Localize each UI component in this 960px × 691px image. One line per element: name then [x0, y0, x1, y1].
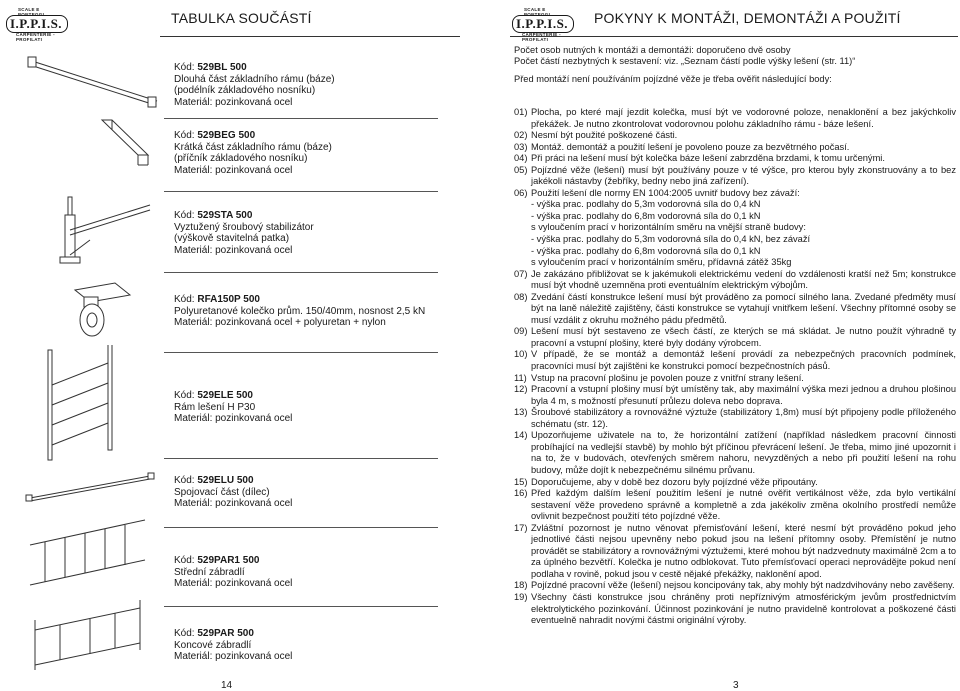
instruction-text: Doporučujeme, aby v době bez dozoru byly pojízdné věže připoutány.	[531, 476, 818, 487]
instruction-subline	[514, 211, 956, 223]
instruction-number: 11)	[514, 372, 527, 383]
instruction-number: 17)	[514, 522, 528, 533]
part-code: 529PAR1 500	[197, 555, 260, 566]
instruction-item	[514, 407, 956, 430]
instruction-item	[514, 373, 956, 385]
guardrail-middle-drawing	[20, 515, 160, 595]
part-desc: (výškově stavitelná patka)	[174, 233, 290, 245]
page-number: 3	[733, 680, 739, 691]
instruction-item	[514, 523, 956, 581]
instruction-number: 12)	[514, 384, 528, 395]
item-divider	[164, 272, 438, 273]
part-code: 529PAR 500	[197, 628, 254, 639]
intro-line: Před montáží není používáním pojízdné věže je třeba ověřit následující body:	[514, 73, 832, 84]
instruction-item	[514, 153, 956, 165]
code-prefix: Kód:	[174, 475, 198, 486]
part-material: Materiál: pozinkovaná ocel	[174, 164, 293, 176]
instruction-text: Při práci na lešení musí být kolečka báze lešení zabrzděna brzdami, k tomu určenými.	[531, 153, 885, 164]
page-title: TABULKA SOUČÁSTÍ	[171, 10, 312, 26]
base-long-drawing	[20, 55, 160, 115]
instruction-number: 04)	[514, 153, 528, 164]
part-desc: Střední zábradlí	[174, 566, 245, 578]
code-prefix: Kód:	[174, 555, 198, 566]
instruction-item	[514, 188, 956, 200]
part-item-529par	[174, 628, 464, 663]
part-desc: Spojovací část (dílec)	[174, 486, 270, 498]
part-desc: Rám lešení H P30	[174, 401, 256, 413]
instruction-number: 19)	[514, 591, 528, 602]
logo-arc-bottom: CARPENTERIE - PROFILATI	[522, 32, 561, 42]
instruction-item	[514, 430, 956, 476]
item-divider	[164, 118, 438, 119]
instruction-item	[514, 488, 956, 523]
part-code: 529STA 500	[197, 210, 253, 221]
instruction-text: Upozorňujeme uživatele na to, že horizontální zatížení (například následkem pracovní činnosti probíhající na vedlejší stavbě) by mohlo být příčinou převrácení lešení. Je třeba, mimo jiné upozornit i na to, že v budovách, otevřených směrem nahoru, nevyzděných a nebo při použití lešení na rohu budovy, může dojít k nebezpečnému silnému průvanu.	[531, 430, 956, 475]
logo-arc-top: SCALE E	[18, 7, 40, 12]
logo-arc-bottom: CARPENTERIE - PROFILATI	[16, 32, 55, 42]
item-divider	[164, 527, 438, 528]
instruction-text: Montáž. demontáž a použití lešení je povoleno pouze za bezvětrného počasí.	[531, 141, 850, 152]
instruction-text: - výška prac. podlahy do 6,8m vodorovná síla do 0,1 kN	[531, 245, 761, 256]
logo-name: I.P.P.I.S.	[515, 16, 569, 31]
instruction-text: Je zakázáno přibližovat se k jakémukoli elektrickému vedení do vzdálenosti kratší než 5m; konstrukce musí být vhodně uzemněna proti eventuálním elektrickým výbojům.	[531, 268, 956, 291]
instruction-text: - výška prac. podlahy do 6,8m vodorovná síla do 0,1 kN	[531, 210, 761, 221]
instruction-text: Pracovní a vstupní plošiny musí být umístěny tak, aby maximální výška mezi jednou a druhou plošinou byla 4 m, s možností přesunutí průlezu doleva nebo doprava.	[531, 384, 956, 406]
instruction-item	[514, 477, 956, 489]
instruction-item	[514, 592, 956, 627]
instruction-text: Šroubové stabilizátory a rovnovážné výztuže (stabilizátory 1,8m) musí být připojeny podle příloženého schématu (str. 12).	[531, 407, 956, 429]
instruction-number: 01)	[514, 107, 528, 117]
instruction-item	[514, 130, 956, 142]
logo-name: I.P.P.I.S.	[9, 16, 63, 31]
code-prefix: Kód:	[174, 210, 198, 221]
instruction-text: Vstup na pracovní plošinu je povolen pouze z vnitřní strany lešení.	[531, 372, 804, 383]
instruction-subline	[514, 234, 956, 246]
instruction-text: - výška prac. podlahy do 5,3m vodorovná síla do 0,4 kN	[531, 199, 761, 210]
part-material: Materiál: pozinkovaná ocel	[174, 413, 293, 425]
instruction-number: 14)	[514, 430, 528, 441]
part-code: 529BL 500	[197, 62, 247, 73]
code-prefix: Kód:	[174, 390, 198, 401]
header-rule	[160, 36, 460, 37]
part-item-rfa150p	[174, 294, 464, 329]
instruction-number: 08)	[514, 291, 528, 302]
instruction-text: Nesmí být použité poškozené části.	[531, 130, 678, 141]
part-code: 529BEG 500	[197, 130, 256, 141]
frame-h-drawing	[20, 345, 160, 465]
instruction-text: Zvedání částí konstrukce lešení musí být prováděno za pomocí silného lana. Zvedané předměty musí být na laně náležitě zajištěny, části konstrukce se vytahují vnitřkem lešení. Všechny přítomné osoby se musí vzdálit z okruhu možného pádu předmětů.	[531, 291, 956, 325]
instruction-item	[514, 349, 956, 372]
header-rule	[510, 36, 958, 37]
instruction-text: Pojízdné pracovní věže (lešení) nejsou koncipovány tak, aby mohly být nadzdvihovány nebo zavěšeny.	[531, 580, 955, 591]
base-short-drawing	[20, 115, 160, 175]
page-number: 14	[221, 680, 233, 691]
wheel-drawing	[20, 275, 160, 340]
part-code: 529ELE 500	[197, 390, 253, 401]
instruction-text: Použití lešení dle normy EN 1004:2005 uvnitř budovy bez závaží:	[531, 187, 800, 198]
part-code: 529ELU 500	[197, 475, 254, 486]
intro-line: Počet osob nutných k montáži a demontáži: doporučeno dvě osoby	[514, 45, 791, 55]
instruction-number: 02)	[514, 130, 528, 141]
item-divider	[164, 458, 438, 459]
instruction-item	[514, 292, 956, 327]
part-item-529sta	[174, 210, 464, 256]
instruction-text: s vyloučením prací v horizontálním směru na vnější straně budovy:	[531, 222, 806, 233]
guardrail-end-drawing	[20, 600, 160, 675]
instruction-number: 18)	[514, 580, 528, 591]
instruction-number: 09)	[514, 326, 528, 337]
instruction-number: 16)	[514, 488, 528, 499]
instruction-subline	[514, 257, 956, 269]
instruction-text: s vyloučením prací v horizontálním směru, přídavná zátěž 35kg	[531, 257, 792, 268]
part-material: Materiál: pozinkovaná ocel	[174, 96, 293, 108]
instruction-subline	[514, 199, 956, 211]
ippis-logo	[6, 5, 66, 41]
instruction-item	[514, 107, 956, 130]
instruction-item	[514, 269, 956, 292]
part-item-529par1	[174, 555, 464, 590]
instruction-number: 03)	[514, 141, 528, 152]
part-desc: Polyuretanové kolečko prům. 150/40mm, nosnost 2,5 kN	[174, 305, 426, 317]
item-divider	[164, 191, 438, 192]
logo-arc-top: SCALE E	[524, 7, 546, 12]
instruction-item	[514, 142, 956, 154]
part-code: RFA150P 500	[197, 294, 260, 305]
instruction-number: 06)	[514, 187, 528, 198]
part-desc: (příčník základového nosníku)	[174, 153, 308, 165]
instruction-item	[514, 384, 956, 407]
part-desc: Dlouhá část základního rámu (báze)	[174, 73, 335, 85]
code-prefix: Kód:	[174, 294, 198, 305]
instruction-subline	[514, 246, 956, 258]
code-prefix: Kód:	[174, 62, 198, 73]
part-material: Materiál: pozinkovaná ocel	[174, 578, 293, 590]
instruction-text: - výška prac. podlahy do 5,3m vodorovná síla do 0,4 kN, bez závaží	[531, 234, 811, 245]
instruction-item	[514, 165, 956, 188]
part-item-529bl	[174, 62, 464, 108]
part-item-529elu	[174, 475, 464, 510]
part-desc: Vyztužený šroubový stabilizátor	[174, 221, 314, 233]
instruction-number: 15)	[514, 476, 528, 487]
instruction-text: V případě, že se montáž a demontáž lešení provádí za nebezpečných pracovních podmínek, pracovníci musí být zajištěni ke konstrukci pomocí bezpečnostních pásů.	[531, 349, 956, 372]
part-desc: Krátká část základního rámu (báze)	[174, 141, 332, 153]
page-title: POKYNY K MONTÁŽI, DEMONTÁŽI A POUŽITÍ	[594, 10, 901, 26]
item-divider	[164, 606, 438, 607]
instruction-text: Před každým dalším lešení použitím lešení je nutné ověřit vertikálnost věže, zda bylo vertikální sestavení věže provedeno správně a kompletně a zda jakékoliv změna okolního prostředí nemůže ovlivnit bezpečnost použití této pojízdné věže.	[531, 488, 956, 522]
code-prefix: Kód:	[174, 130, 198, 141]
instruction-text: Lešení musí být sestaveno ze všech částí, ze kterých se má skládat. Je nutno použít výhradně ty pracovní a vstupní plošiny, které byly dodány výrobcem.	[531, 326, 956, 348]
part-material: Materiál: pozinkovaná ocel	[174, 244, 293, 256]
instruction-item	[514, 580, 956, 592]
instruction-number: 05)	[514, 164, 528, 175]
connector-drawing	[20, 468, 160, 508]
part-desc: Koncové zábradlí	[174, 639, 252, 651]
part-desc: (podélník základového nosníku)	[174, 85, 316, 97]
instruction-number: 13)	[514, 407, 528, 418]
part-item-529ele	[174, 390, 464, 425]
code-prefix: Kód:	[174, 628, 198, 639]
part-material: Materiál: pozinkovaná ocel	[174, 498, 293, 510]
part-item-529beg	[174, 130, 464, 176]
part-material: Materiál: pozinkovaná ocel	[174, 651, 293, 663]
instruction-text: Plocha, po které mají jezdit kolečka, musí být ve vodorovné poloze, nenaklonění a bez jakýchkoliv překážek. Je nutno zkontrolovat vodorovnou polohu základního rámu - báze lešení.	[531, 107, 956, 129]
instruction-number: 07)	[514, 268, 528, 279]
intro-block	[514, 45, 954, 85]
stabilizer-drawing	[20, 195, 160, 270]
instruction-item	[514, 326, 956, 349]
instruction-list	[514, 107, 956, 627]
intro-line: Počet částí nezbytných k sestavení: viz. „Seznam částí podle výšky lešení (str. 11)“	[514, 56, 856, 67]
instruction-text: Pojízdné věže (lešení) musí být používány pouze v té výšce, pro kterou byly zkonstruovány a to bez jakékoli nástavby (žebříky, bedny nebo jiná zařízení).	[531, 164, 956, 187]
part-material: Materiál: pozinkovaná ocel + polyuretan + nylon	[174, 317, 386, 329]
instruction-text: Zvláštní pozornost je nutno věnovat přemisťování lešení, které nesmí být prováděno pokud jeho jednotlivé části nejsou upevněny nebo pokud jsou na lešení přítomny osoby. Přemístění je nutno provádět se stabilizátory a rovnovážnými výztužemi, které mohou být nadzvednuty maximálně 2cm a to za úplného bezvětří. Kolečka je nutno odblokovat. Tuto přemísťovací operaci neprovádějte pokud není podlaha v rovině, pokud jsou v cestě nějaké překážky, naklonění apod.	[531, 522, 956, 579]
instruction-number: 10)	[514, 349, 528, 360]
instruction-text: Všechny části konstrukce jsou chráněny proti nepříznivým atmosférickým jevům prostřednictvím elektrolytického pozinkování. Účinnost pozinkování je nutno pravidelně kontrolovat a poškozené části eventuelně nahradit novými částmi originální výroby.	[531, 591, 956, 626]
instruction-subline	[514, 222, 956, 234]
item-divider	[164, 352, 438, 353]
